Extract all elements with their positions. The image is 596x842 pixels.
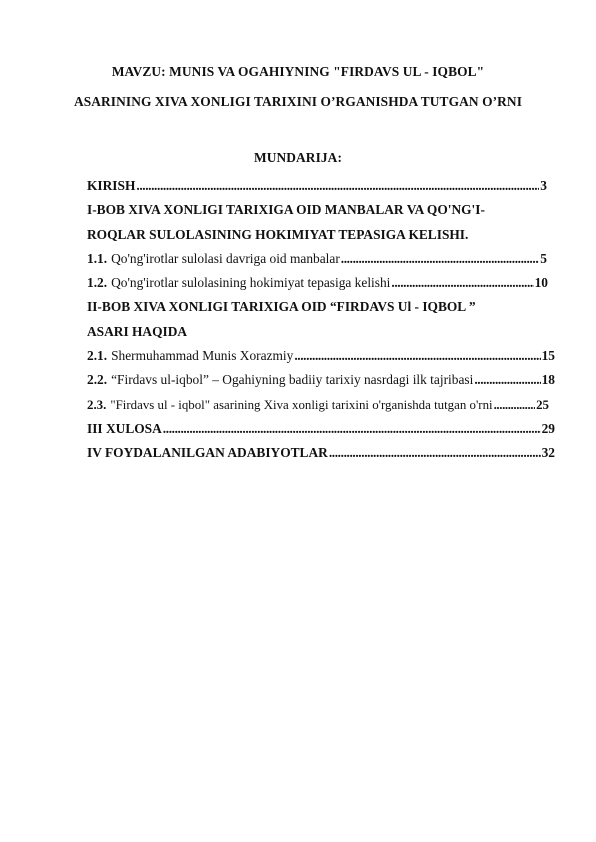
- dot-leader: [474, 370, 540, 390]
- dot-leader: [341, 249, 540, 269]
- toc-section-number: 1.1.: [87, 251, 108, 266]
- dot-leader: [494, 395, 536, 415]
- toc-entry-references: [87, 443, 555, 463]
- toc-entry-text: III XULOSA: [87, 421, 162, 436]
- toc-page-number: 5: [540, 251, 547, 266]
- toc-chapter2-line1: II-BOB XIVA XONLIGI TARIXIGA OID “FIRDAVS Ul - IQBOL ”: [87, 299, 476, 314]
- dot-leader: [294, 346, 540, 366]
- toc-entry-text: KIRISH: [87, 178, 136, 193]
- toc-section-number: 2.3.: [87, 398, 107, 412]
- toc-entry-conclusion: [87, 419, 555, 439]
- toc-entry-text: Qo'ng'irotlar sulolasining hokimiyat tepasiga kelishi: [111, 275, 391, 290]
- toc-entry-text: “Firdavs ul-iqbol” – Ogahiyning badiiy tarixiy nasrdagi ilk tajribasi: [111, 372, 474, 387]
- toc-entry-2-1: [87, 346, 555, 366]
- toc-entry-text: "Firdavs ul - iqbol" asarining Xiva xonligi tarixini o'rganishda tutgan o'rni: [110, 398, 493, 412]
- dot-leader: [329, 443, 541, 463]
- toc-entry-intro: [87, 176, 547, 196]
- toc-chapter1-line1: I-BOB XIVA XONLIGI TARIXIGA OID MANBALAR VA QO'NG'I-: [87, 202, 485, 217]
- toc-section-number: 1.2.: [87, 275, 108, 290]
- dot-leader: [163, 419, 541, 439]
- toc-chapter1-line2: ROQLAR SULOLASINING HOKIMIYAT TEPASIGA KELISHI.: [87, 227, 469, 242]
- dot-leader: [136, 176, 539, 196]
- toc-entry-text: Qo'ng'irotlar sulolasi davriga oid manbalar: [111, 251, 340, 266]
- toc-section-number: 2.2.: [87, 372, 108, 387]
- toc-page-number: 32: [541, 445, 555, 460]
- contents-heading: MUNDARIJA:: [253, 150, 343, 165]
- toc-page-number: 10: [534, 275, 548, 290]
- toc-entry-2-3: [87, 395, 549, 415]
- toc-chapter2-line2: ASARI HAQIDA: [87, 324, 188, 339]
- toc-entry-text: Shermuhammad Munis Xorazmiy: [111, 348, 294, 363]
- toc-page-number: 18: [541, 372, 555, 387]
- toc-page-number: 25: [536, 398, 549, 412]
- document-title-line-2: ASARINING XIVA XONLIGI TARIXINI O’RGANISHDA TUTGAN O’RNI: [73, 94, 523, 109]
- toc-page-number: 15: [541, 348, 555, 363]
- document-title-line-1: MAVZU: MUNIS VA OGAHIYNING "FIRDAVS UL - IQBOL": [111, 64, 485, 79]
- toc-page-number: 3: [540, 178, 547, 193]
- toc-entry-1-2: [87, 273, 548, 293]
- toc-entry-2-2: [87, 370, 555, 390]
- toc-page-number: 29: [541, 421, 555, 436]
- toc-section-number: 2.1.: [87, 348, 108, 363]
- dot-leader: [391, 273, 533, 293]
- toc-entry-1-1: [87, 249, 547, 269]
- toc-entry-text: IV FOYDALANILGAN ADABIYOTLAR: [87, 445, 328, 460]
